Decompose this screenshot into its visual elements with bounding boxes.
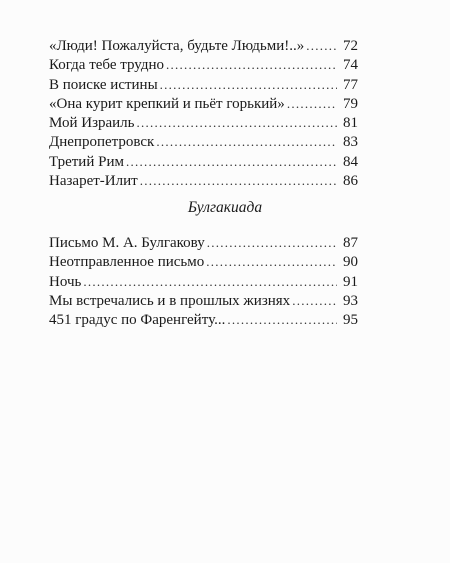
toc-entry-page: 84 (343, 153, 358, 170)
toc-entry-page: 81 (343, 115, 358, 132)
toc-entry (49, 272, 358, 291)
toc-entry-title: «Она курит крепкий и пьёт горький» (49, 95, 285, 112)
toc-entry (49, 55, 358, 74)
toc-entry (49, 132, 358, 151)
dot-leader (206, 252, 337, 271)
dot-leader (126, 152, 337, 171)
toc-entry (49, 171, 358, 190)
toc-entry-title: Когда тебе трудно (49, 57, 165, 74)
toc-entry-page: 74 (343, 57, 358, 74)
dot-leader (227, 310, 337, 329)
toc-entry (49, 113, 358, 132)
toc-entry-title: «Люди! Пожалуйста, будьте Людьми!..» (49, 38, 305, 54)
toc-entry-page: 72 (343, 38, 358, 54)
dot-leader (166, 55, 337, 74)
dot-leader (140, 171, 337, 190)
toc-entry-title: Неотправленное письмо (49, 254, 205, 271)
toc-entry-title: В поиске истины (49, 76, 158, 93)
toc-entry-page: 90 (343, 254, 358, 271)
toc-entry (49, 233, 358, 252)
toc-entry (49, 75, 358, 94)
toc-entry (49, 36, 358, 55)
toc-entry-title: Письмо М. А. Булгакову (49, 235, 205, 251)
dot-leader (156, 132, 337, 151)
dot-leader (160, 75, 337, 94)
toc-entry-page: 91 (343, 273, 358, 290)
toc-entry-page: 86 (343, 173, 358, 190)
toc-entry (49, 252, 358, 271)
toc-entry-page: 87 (343, 235, 358, 251)
dot-leader (207, 233, 337, 252)
dot-leader (306, 36, 337, 55)
toc-entry-title: Третий Рим (49, 153, 124, 170)
dot-leader (292, 291, 337, 310)
toc-entry-page: 79 (343, 95, 358, 112)
toc-entry-title: 451 градус по Фаренгейту... (49, 312, 226, 329)
table-of-contents-part-2 (49, 233, 358, 329)
toc-entry-page: 93 (343, 292, 358, 309)
toc-entry (49, 291, 358, 310)
toc-entry (49, 152, 358, 171)
toc-entry (49, 310, 358, 329)
toc-entry-page: 77 (343, 76, 358, 93)
table-of-contents-part-1 (49, 36, 358, 190)
toc-entry-title: Днепропетровск (49, 134, 155, 151)
toc-entry-title: Мой Израиль (49, 115, 135, 132)
dot-leader (287, 94, 337, 113)
toc-entry (49, 94, 358, 113)
toc-entry-page: 95 (343, 312, 358, 329)
dot-leader (137, 113, 337, 132)
section-heading: Булгакиада (187, 199, 263, 216)
toc-entry-title: Ночь (49, 273, 82, 290)
dot-leader (83, 272, 337, 291)
toc-entry-title: Мы встречались и в прошлых жизнях (49, 292, 291, 309)
toc-entry-title: Назарет-Илит (49, 173, 138, 190)
toc-entry-page: 83 (343, 134, 358, 151)
